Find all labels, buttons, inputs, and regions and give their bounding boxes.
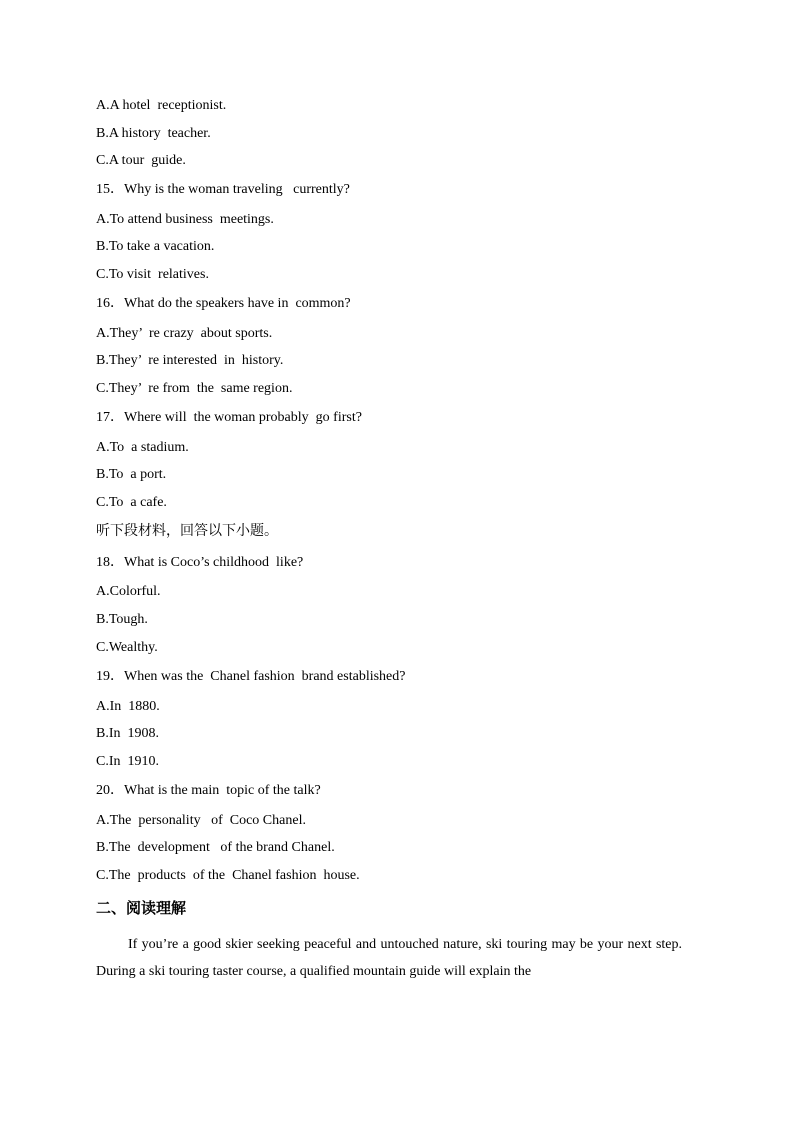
- option-18b: B.Tough.: [96, 612, 148, 627]
- question-19: 19．When was the Chanel fashion brand established?: [96, 669, 406, 684]
- option-15b: B.To take a vacation.: [96, 239, 215, 254]
- option-14b: B.A history teacher.: [96, 126, 211, 141]
- option-17c: C.To a cafe.: [96, 495, 167, 510]
- option-17a: A.To a stadium.: [96, 440, 189, 455]
- option-18c: C.Wealthy.: [96, 640, 158, 655]
- listening-instruction: 听下段材料，回答以下小题。: [96, 523, 278, 539]
- reading-paragraph: If you’re a good skier seeking peaceful and untouched nature, ski touring may be your next step. During a ski touring taster course, a qualified mountain guide will explain the: [96, 937, 682, 979]
- option-16b: B.They’ re interested in history.: [96, 353, 284, 368]
- option-14c: C.A tour guide.: [96, 153, 186, 168]
- question-16: 16．What do the speakers have in common?: [96, 296, 351, 311]
- option-15c: C.To visit relatives.: [96, 267, 209, 282]
- option-20a: A.The personality of Coco Chanel.: [96, 813, 306, 828]
- option-14a: A.A hotel receptionist.: [96, 98, 227, 113]
- option-17b: B.To a port.: [96, 467, 167, 482]
- option-16c: C.They’ re from the same region.: [96, 381, 293, 396]
- question-18: 18．What is Coco’s childhood like?: [96, 555, 304, 570]
- option-20c: C.The products of the Chanel fashion house.: [96, 868, 360, 883]
- option-16a: A.They’ re crazy about sports.: [96, 326, 273, 341]
- option-20b: B.The development of the brand Chanel.: [96, 840, 335, 855]
- option-18a: A.Colorful.: [96, 584, 161, 599]
- option-15a: A.To attend business meetings.: [96, 212, 274, 227]
- question-17: 17．Where will the woman probably go first?: [96, 410, 362, 425]
- option-19c: C.In 1910.: [96, 754, 159, 769]
- option-19b: B.In 1908.: [96, 726, 159, 741]
- section-heading-reading: 二、阅读理解: [96, 899, 187, 917]
- question-15: 15．Why is the woman traveling currently?: [96, 182, 350, 197]
- option-19a: A.In 1880.: [96, 699, 160, 714]
- question-20: 20．What is the main topic of the talk?: [96, 783, 321, 798]
